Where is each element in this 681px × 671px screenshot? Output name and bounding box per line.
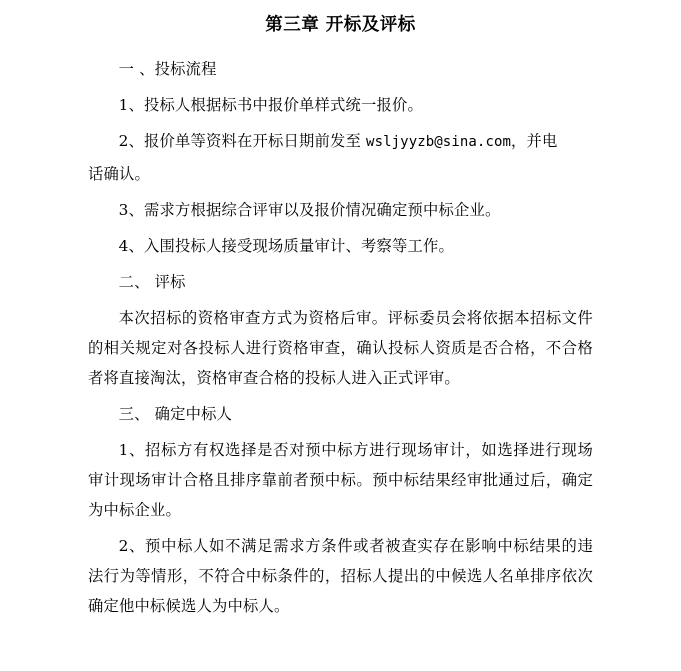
list-item-wrap: 话确认。 [88,164,150,183]
list-item-suffix: ，并电 [511,131,558,150]
list-item: 3、需求方根据综合评审以及报价情况确定预中标企业。 [118,200,501,219]
section-heading-2: 二、 评标 [118,272,186,291]
section-heading-1: 一 、投标流程 [118,59,217,78]
email-address: wsljyyzb@sina.com [366,133,512,150]
paragraph: 本次招标的资格审查方式为资格后审。评标委员会将依据本招标文件的相关规定对各投标人进行资格审查，确认投标人资质是否合格，不合格者将直接淘汰，资格审查合格的投标人进入正式评审。 [88,308,593,387]
list-item-prefix: 2、报价单等资料在开标日期前发至 [118,131,367,150]
list-item [88,126,593,157]
list-item: 1、投标人根据标书中报价单样式统一报价。 [118,95,423,114]
section-heading-3: 三、 确定中标人 [118,404,233,423]
page-title: 第三章 开标及评标 [265,15,416,35]
list-item: 1、招标方有权选择是否对预中标方进行现场审计，如选择进行现场审计现场审计合格且排序靠前者预中标。预中标结果经审批通过后，确定为中标企业。 [88,440,593,519]
list-item: 2、预中标人如不满足需求方条件或者被查实存在影响中标结果的违法行为等情形，不符合中标条件的，招标人提出的中候选人名单排序依次确定他中标候选人为中标人。 [88,536,593,615]
list-item: 4、入围投标人接受现场质量审计、考察等工作。 [118,236,454,255]
